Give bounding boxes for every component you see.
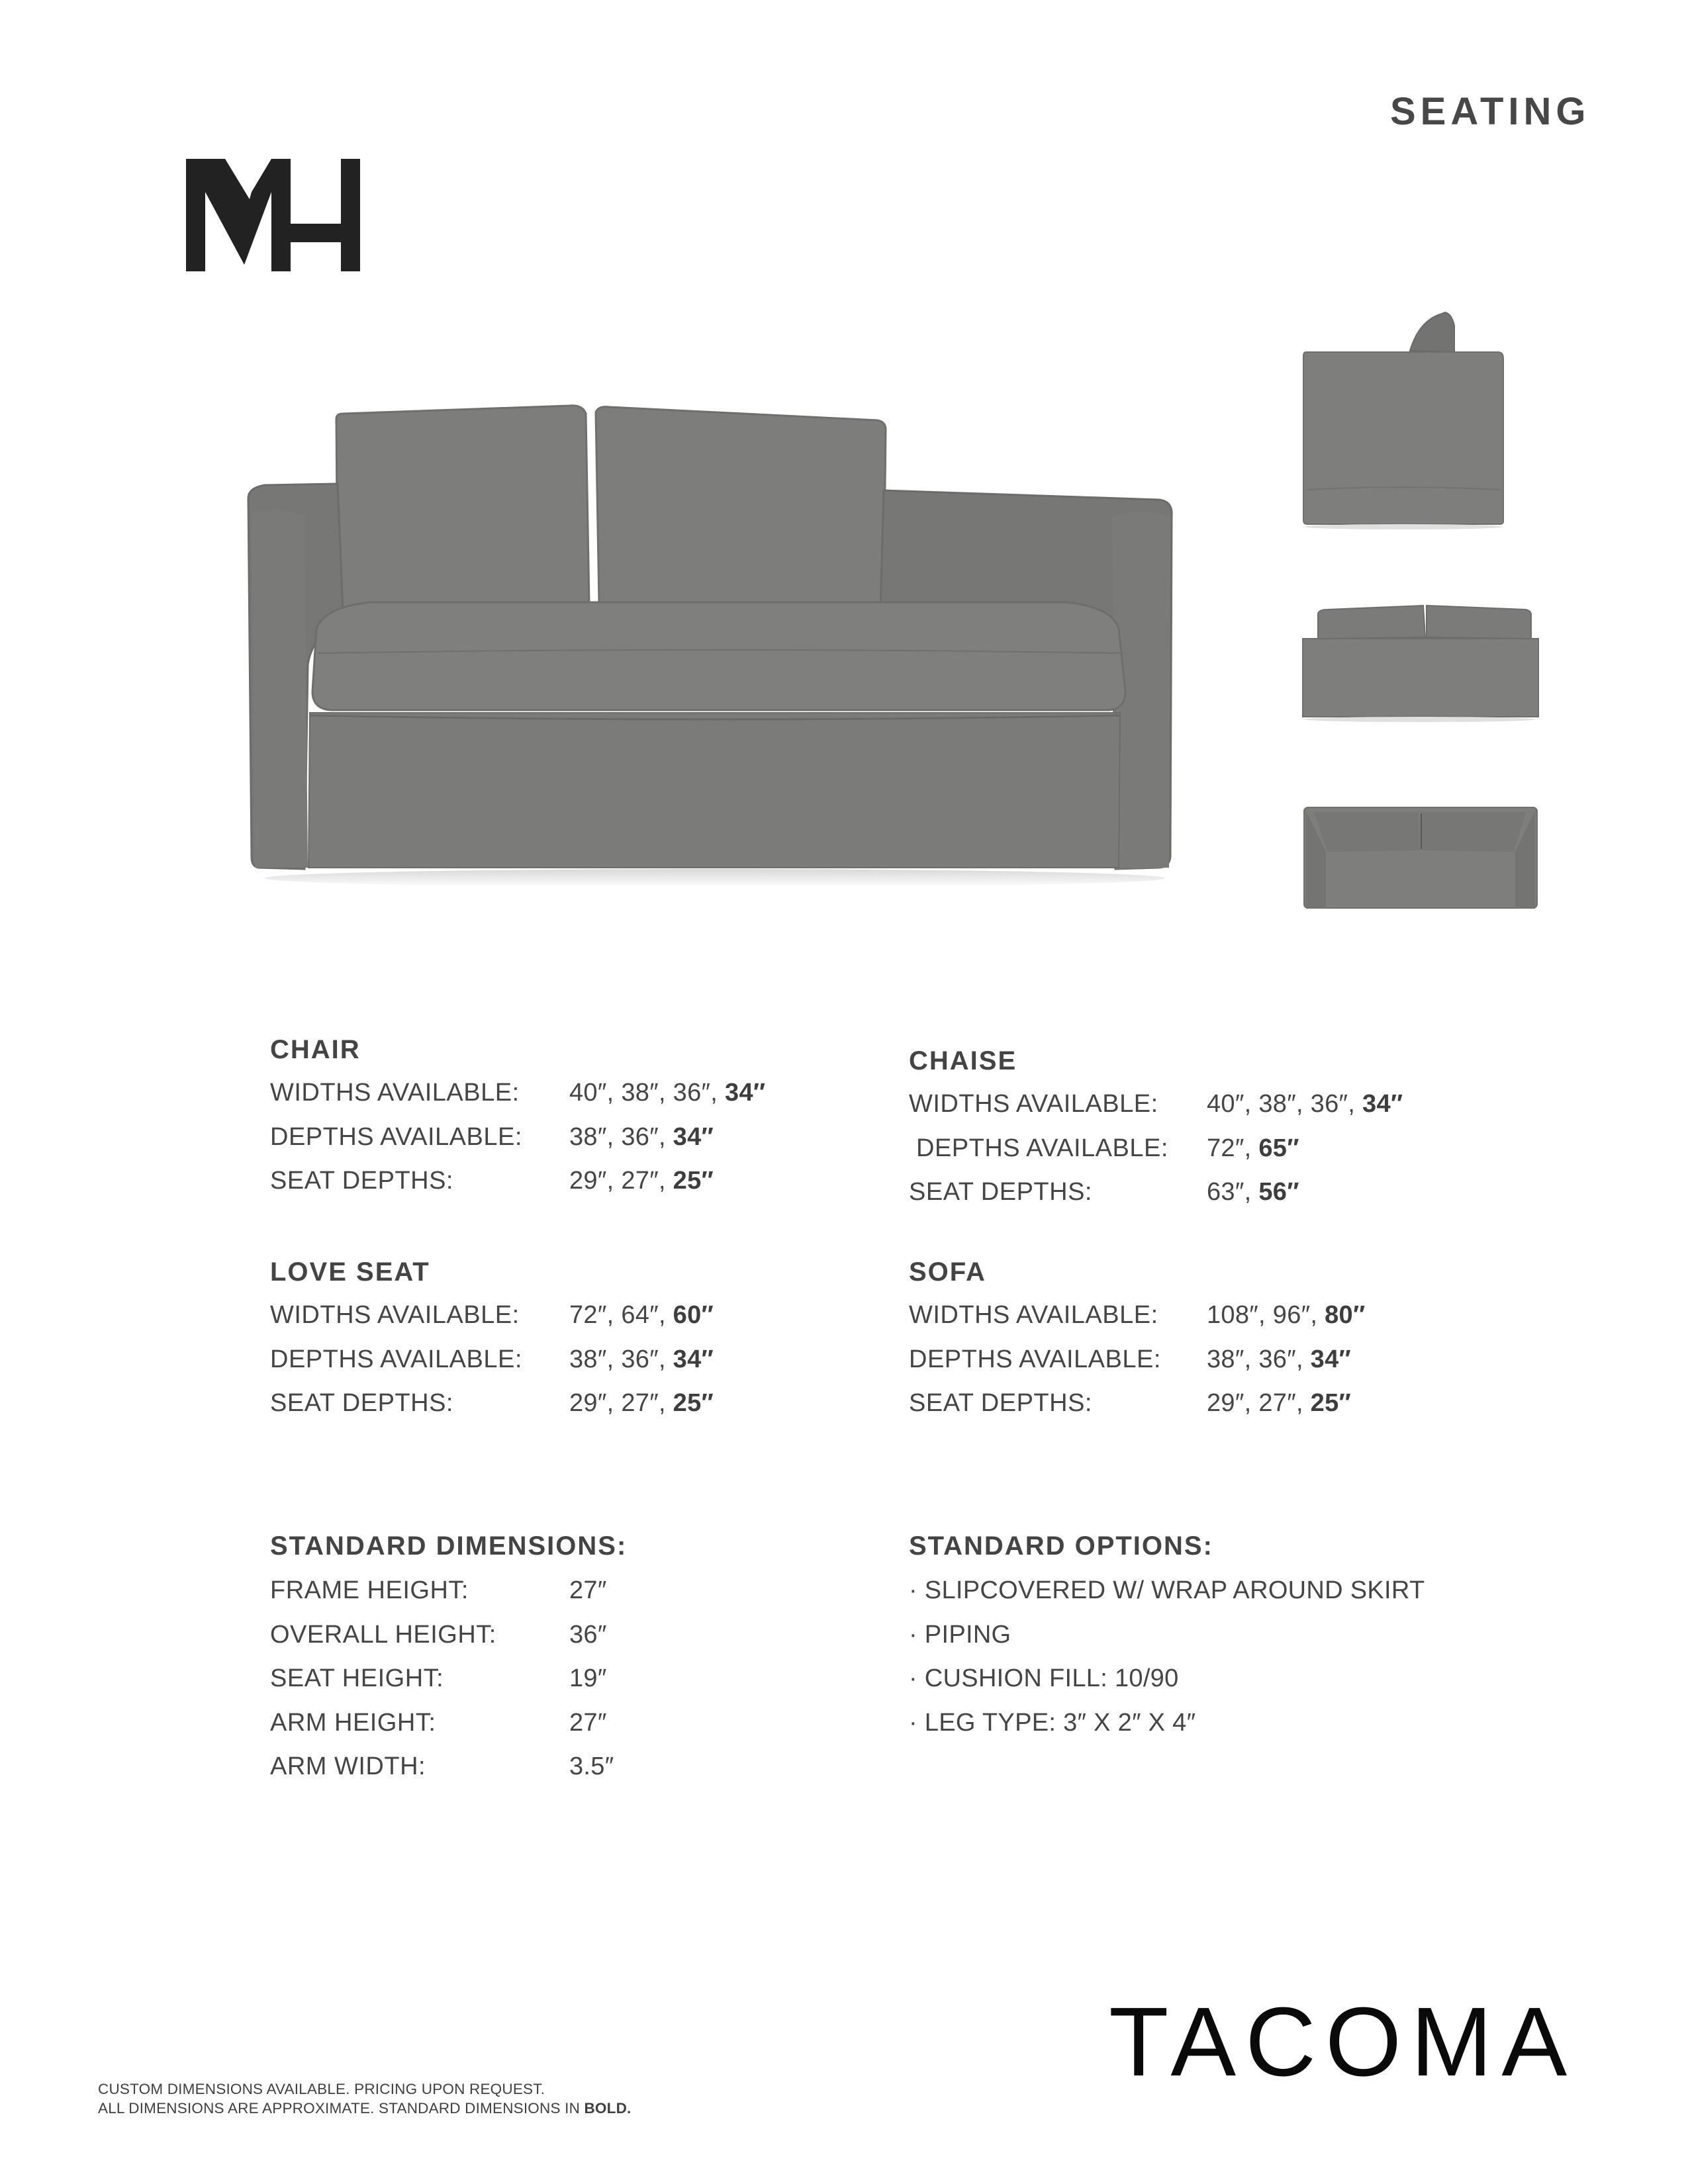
spec-label: DEPTHS AVAILABLE: xyxy=(909,1345,1161,1373)
spec-value: 38″, 36″, 34″ xyxy=(569,1345,714,1373)
dimension-value: 3.5″ xyxy=(569,1752,614,1780)
spec-love-seat xyxy=(270,1257,714,1417)
spec-value: 29″, 27″, 25″ xyxy=(569,1167,714,1195)
spec-chair xyxy=(270,1035,766,1195)
dimension-label: SEAT HEIGHT: xyxy=(270,1664,444,1692)
option-item: · LEG TYPE: 3″ X 2″ X 4″ xyxy=(909,1708,1196,1737)
spec-label: SEAT DEPTHS: xyxy=(909,1178,1092,1206)
category-title: SEATING xyxy=(1390,90,1591,133)
standard-value: 34″ xyxy=(725,1079,766,1107)
spec-value: 72″, 65″ xyxy=(1207,1134,1299,1162)
dimension-value: 27″ xyxy=(569,1576,607,1604)
sofa-back-thumbnail xyxy=(1301,599,1539,725)
dimension-value: 36″ xyxy=(569,1620,607,1649)
mh-monogram-icon xyxy=(177,147,376,279)
section-title: STANDARD DIMENSIONS: xyxy=(270,1531,628,1561)
standard-value: 25″ xyxy=(673,1389,714,1417)
standard-value: 25″ xyxy=(1310,1389,1352,1417)
spec-value: 40″, 38″, 36″, 34″ xyxy=(1207,1090,1403,1118)
spec-label: DEPTHS AVAILABLE: xyxy=(270,1345,522,1373)
spec-label: WIDTHS AVAILABLE: xyxy=(270,1079,520,1107)
standard-dimensions xyxy=(270,1531,628,1780)
spec-title: SOFA xyxy=(909,1257,986,1287)
spec-value: 29″, 27″, 25″ xyxy=(1207,1389,1352,1417)
footnote xyxy=(98,2079,631,2118)
spec-value: 108″, 96″, 80″ xyxy=(1207,1301,1366,1329)
dimension-label: FRAME HEIGHT: xyxy=(270,1576,469,1604)
footnote-bold: BOLD. xyxy=(584,2100,632,2116)
dimension-value: 27″ xyxy=(569,1708,607,1737)
standard-value: 65″ xyxy=(1258,1134,1299,1162)
option-item: · PIPING xyxy=(909,1620,1011,1649)
spec-label: SEAT DEPTHS: xyxy=(270,1167,453,1195)
standard-value: 34″ xyxy=(1310,1345,1352,1373)
spec-value: 38″, 36″, 34″ xyxy=(569,1122,714,1151)
spec-value: 38″, 36″, 34″ xyxy=(1207,1345,1352,1373)
spec-title: LOVE SEAT xyxy=(270,1257,430,1287)
footnote-line-2: ALL DIMENSIONS ARE APPROXIMATE. STANDARD DIMENSIONS IN BOLD. xyxy=(98,2100,632,2116)
spec-label: DEPTHS AVAILABLE: xyxy=(916,1134,1168,1162)
footnote-line-1: CUSTOM DIMENSIONS AVAILABLE. PRICING UPON REQUEST. xyxy=(98,2081,545,2097)
product-name: TACOMA xyxy=(1109,1987,1577,2097)
spec-chaise xyxy=(909,1046,1403,1206)
standard-value: 56″ xyxy=(1258,1178,1299,1206)
standard-value: 80″ xyxy=(1325,1301,1366,1329)
dimension-label: OVERALL HEIGHT: xyxy=(270,1620,496,1649)
standard-value: 34″ xyxy=(673,1345,714,1373)
standard-value: 34″ xyxy=(673,1122,714,1151)
spec-value: 29″, 27″, 25″ xyxy=(569,1389,714,1417)
option-item: · CUSHION FILL: 10/90 xyxy=(909,1664,1179,1692)
standard-options xyxy=(909,1531,1425,1737)
dimension-value: 19″ xyxy=(569,1664,607,1692)
option-item: · SLIPCOVERED W/ WRAP AROUND SKIRT xyxy=(909,1576,1425,1604)
section-title: STANDARD OPTIONS: xyxy=(909,1531,1213,1561)
spec-title: CHAISE xyxy=(909,1046,1017,1075)
standard-value: 34″ xyxy=(1362,1090,1403,1118)
spec-title: CHAIR xyxy=(270,1035,361,1064)
spec-label: WIDTHS AVAILABLE: xyxy=(909,1301,1158,1329)
sofa-top-thumbnail xyxy=(1301,797,1539,917)
dimension-label: ARM WIDTH: xyxy=(270,1752,426,1780)
sofa-front-image xyxy=(238,400,1195,890)
spec-label: SEAT DEPTHS: xyxy=(270,1389,453,1417)
spec-value: 72″, 64″, 60″ xyxy=(569,1301,714,1329)
dimension-label: ARM HEIGHT: xyxy=(270,1708,436,1737)
standard-value: 25″ xyxy=(673,1167,714,1195)
brand-logo xyxy=(177,147,376,279)
spec-label: WIDTHS AVAILABLE: xyxy=(909,1090,1158,1118)
spec-label: SEAT DEPTHS: xyxy=(909,1389,1092,1417)
sofa-side-thumbnail xyxy=(1301,311,1539,529)
spec-value: 63″, 56″ xyxy=(1207,1178,1299,1206)
spec-value: 40″, 38″, 36″, 34″ xyxy=(569,1079,766,1107)
standard-value: 60″ xyxy=(673,1301,714,1329)
spec-label: DEPTHS AVAILABLE: xyxy=(270,1122,522,1151)
spec-sofa xyxy=(909,1257,1366,1417)
spec-label: WIDTHS AVAILABLE: xyxy=(270,1301,520,1329)
